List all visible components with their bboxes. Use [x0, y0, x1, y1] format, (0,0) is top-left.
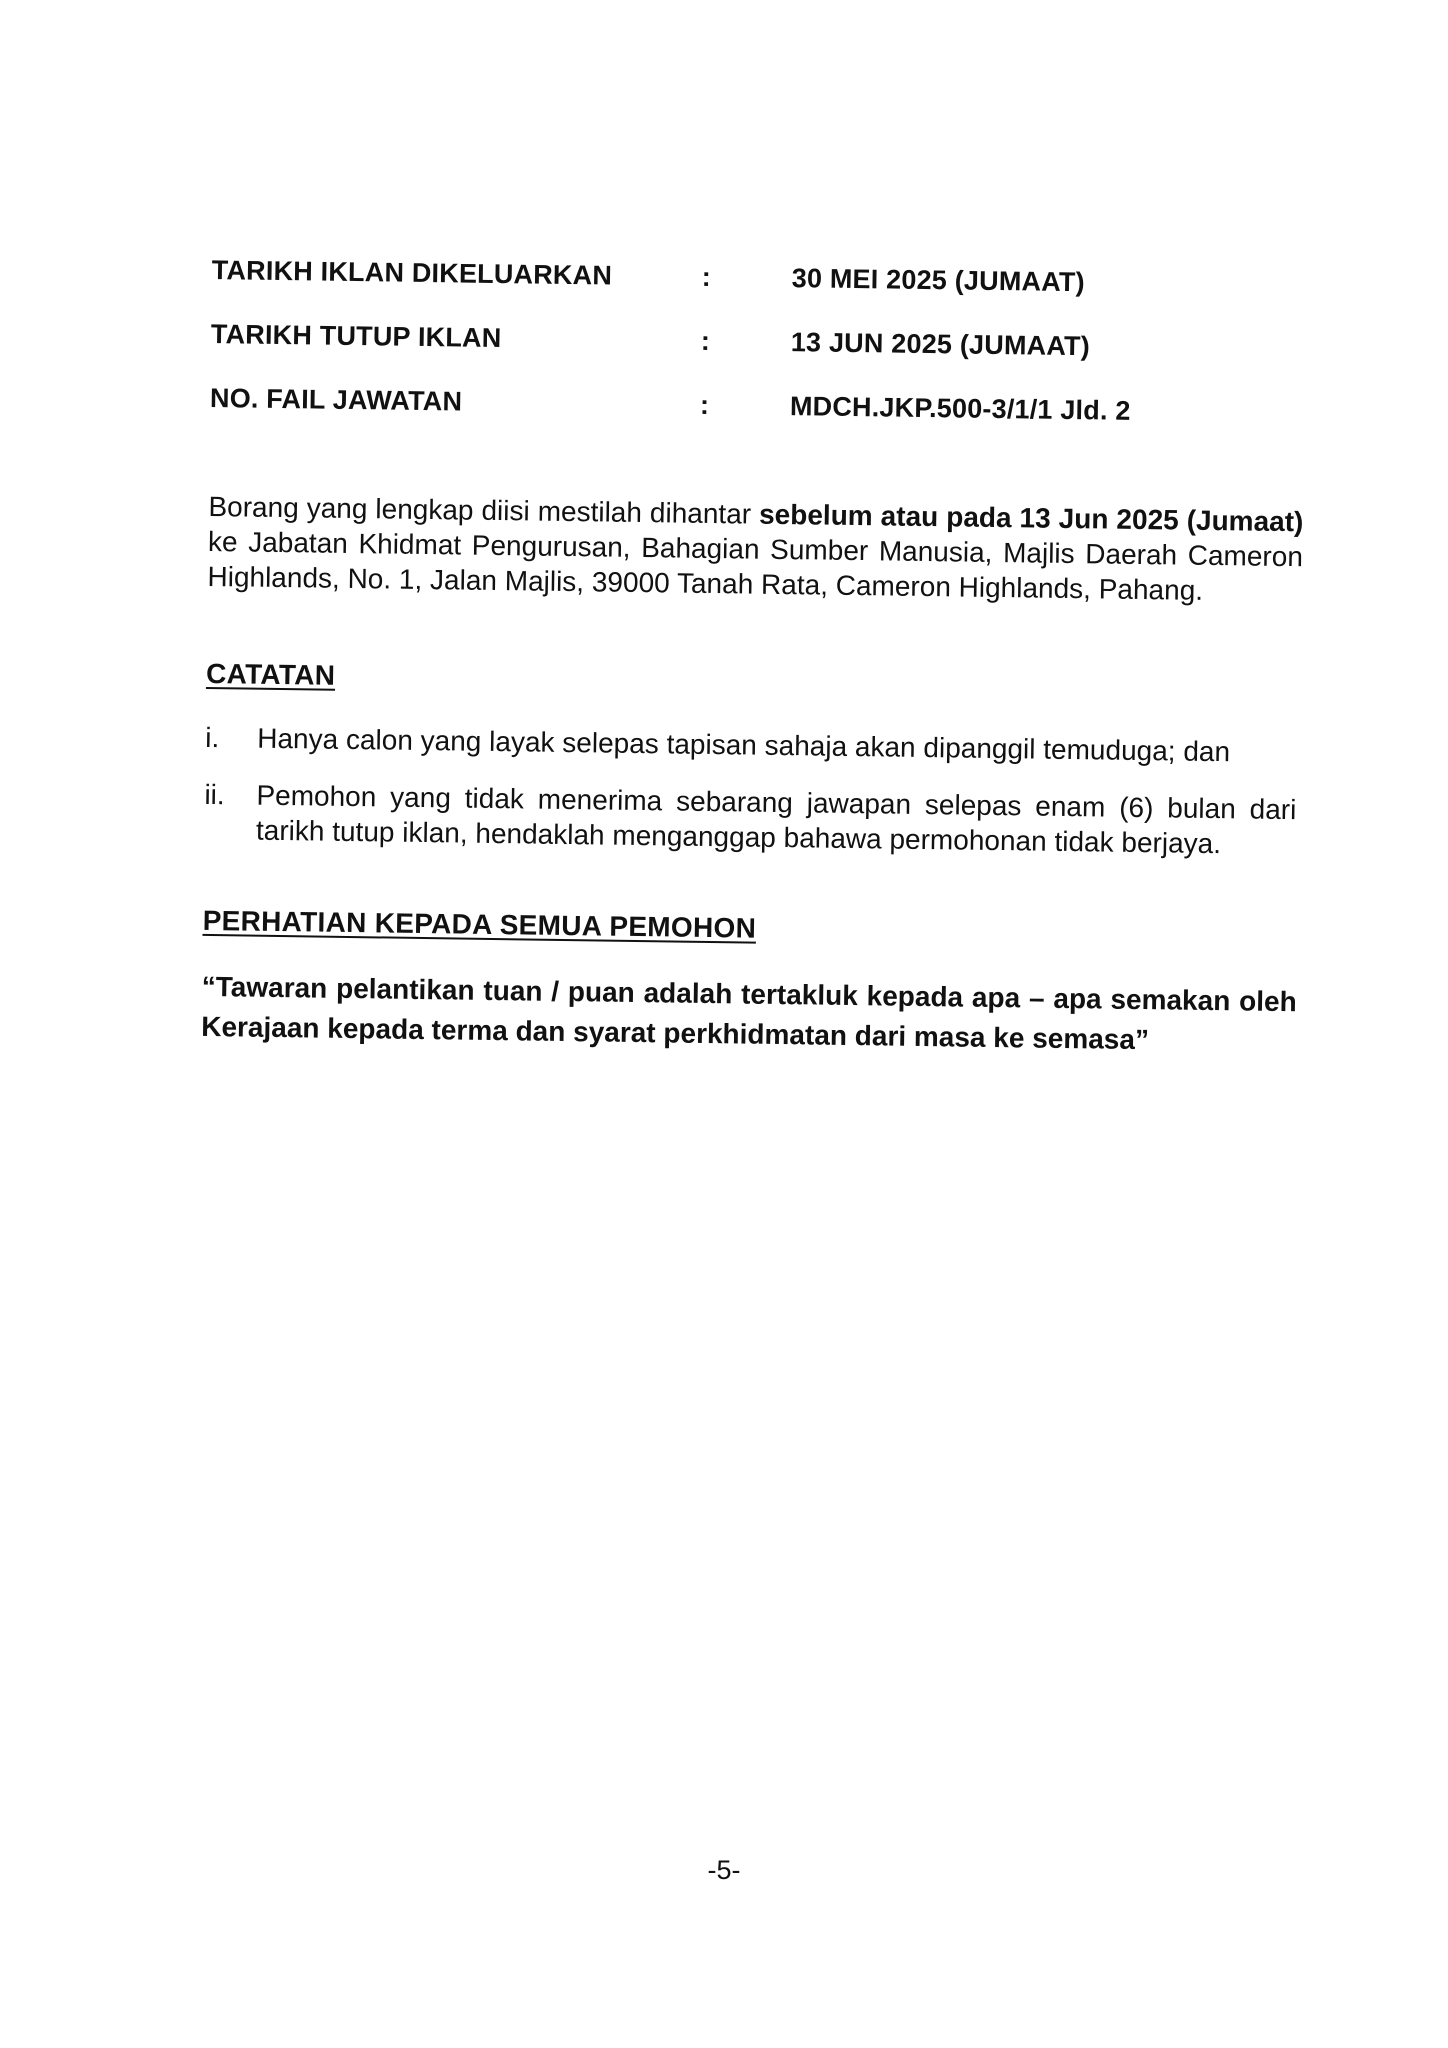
info-colon: :: [701, 261, 712, 292]
info-label: NO. FAIL JAWATAN: [209, 382, 463, 417]
offer-quote: “Tawaran pelantikan tuan / puan adalah tertakluk kepada apa – apa semakan oleh Kerajaan kepada terma dan syarat perkhidmatan dari masa ke semasa”: [201, 970, 1297, 1056]
list-item: [204, 777, 1305, 862]
submission-deadline: sebelum atau pada 13 Jun 2025 (Jumaat): [758, 498, 1304, 538]
list-item-number: i.: [205, 721, 220, 754]
info-value: 30 MEI 2025 (JUMAAT): [791, 263, 1085, 298]
info-value: 13 JUN 2025 (JUMAAT): [790, 327, 1091, 362]
list-item-text: Pemohon yang tidak menerima sebarang jawapan selepas enam (6) bulan dari tarikh tutup iklan, hendaklah menganggap bahawa permohonan tidak berjaya.: [255, 779, 1297, 860]
list-item: [205, 720, 1305, 770]
submission-paragraph: [207, 489, 1303, 609]
info-value: MDCH.JKP.500-3/1/1 Jld. 2: [789, 391, 1131, 426]
info-colon: :: [699, 389, 710, 420]
list-item-text: Hanya calon yang layak selepas tapisan sahaja akan dipanggil temuduga; dan: [257, 722, 1231, 768]
info-label: TARIKH IKLAN DIKELUARKAN: [211, 255, 613, 291]
advert-info-block: [209, 255, 1312, 462]
list-item-number: ii.: [204, 778, 225, 811]
catatan-list: [204, 720, 1306, 862]
info-colon: :: [700, 325, 711, 356]
info-label: TARIKH TUTUP IKLAN: [210, 318, 502, 354]
catatan-heading: CATATAN: [205, 657, 336, 691]
submission-text-before: Borang yang lengkap diisi mestilah dihantar: [208, 490, 760, 530]
page-number: -5-: [707, 1855, 741, 1885]
page-content: [201, 255, 1312, 1090]
perhatian-heading: PERHATIAN KEPADA SEMUA PEMOHON: [202, 904, 757, 944]
submission-text-after: ke Jabatan Khidmat Pengurusan, Bahagian Sumber Manusia, Majlis Daerah Cameron Highlands, No. 1, Jalan Majlis, 39000 Tanah Rata, Cameron Highlands, Pahang.: [207, 525, 1304, 606]
